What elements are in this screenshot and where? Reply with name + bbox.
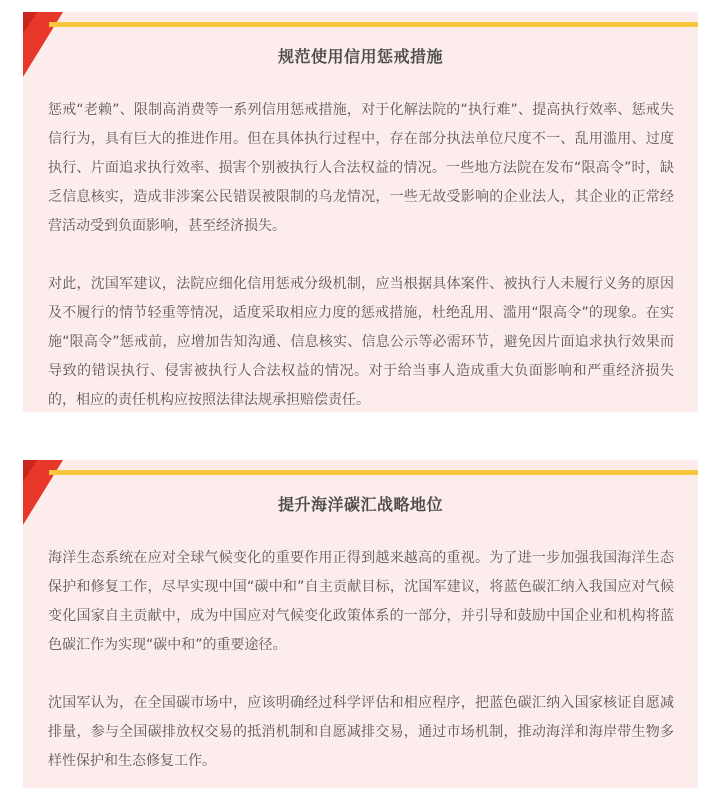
top-accent-bar <box>49 22 698 27</box>
top-accent-bar <box>49 470 698 475</box>
section-paragraph: 海洋生态系统在应对全球气候变化的重要作用正得到越来越高的重视。为了进一步加强我国海洋生态保护和修复工作，尽早实现中国“碳中和”自主贡献目标，沈国军建议，将蓝色碳汇纳入我国应对气候变化国家自主贡献中，成为中国应对气候变化政策体系的一部分，并引导和鼓励中国企业和机构将蓝色碳汇作为实现“碳中和”的重要途径。 <box>48 550 674 653</box>
section-title: 提升海洋碳汇战略地位 <box>277 495 443 514</box>
section-paragraph: 沈国军认为，在全国碳市场中，应该明确经过科学评估和相应程序，把蓝色碳汇纳入国家核证自愿减排量，参与全国碳排放权交易的抵消机制和自愿减排交易，通过市场机制，推动海洋和海岸带生物多样性保护和生态修复工作。 <box>48 695 674 769</box>
section-paragraph: 对此，沈国军建议，法院应细化信用惩戒分级机制，应当根据具体案件、被执行人未履行义务的原因及不履行的情节轻重等情况，适度采取相应力度的惩戒措施，杜绝乱用、滥用“限高令”的现象。在实施“限高令”惩戒前，应增加告知沟通、信息核实、信息公示等必需环节，避免因片面追求执行效果而导致的错误执行、侵害被执行人合法权益的情况。对于给当事人造成重大负面影响和严重经济损失的，相应的责任机构应按照法律法规承担赔偿责任。 <box>48 276 674 408</box>
section-card-ocean-carbon <box>23 460 698 788</box>
section-body <box>48 544 674 776</box>
section-title: 规范使用信用惩戒措施 <box>277 47 443 66</box>
section-card-credit-punishment <box>23 12 698 412</box>
section-body <box>48 96 674 415</box>
section-paragraph: 惩戒“老赖”、限制高消费等一系列信用惩戒措施，对于化解法院的“执行难”、提高执行效率、惩戒失信行为，具有巨大的推进作用。但在具体执行过程中，存在部分执法单位尺度不一、乱用滥用、过度执行、片面追求执行效率、损害个别被执行人合法权益的情况。一些地方法院在发布“限高令”时，缺乏信息核实，造成非涉案公民错误被限制的乌龙情况，一些无故受影响的企业法人，其企业的正常经营活动受到负面影响，甚至经济损失。 <box>48 102 674 234</box>
corner-ribbon-shade <box>23 12 37 34</box>
corner-ribbon-shade <box>23 460 37 482</box>
